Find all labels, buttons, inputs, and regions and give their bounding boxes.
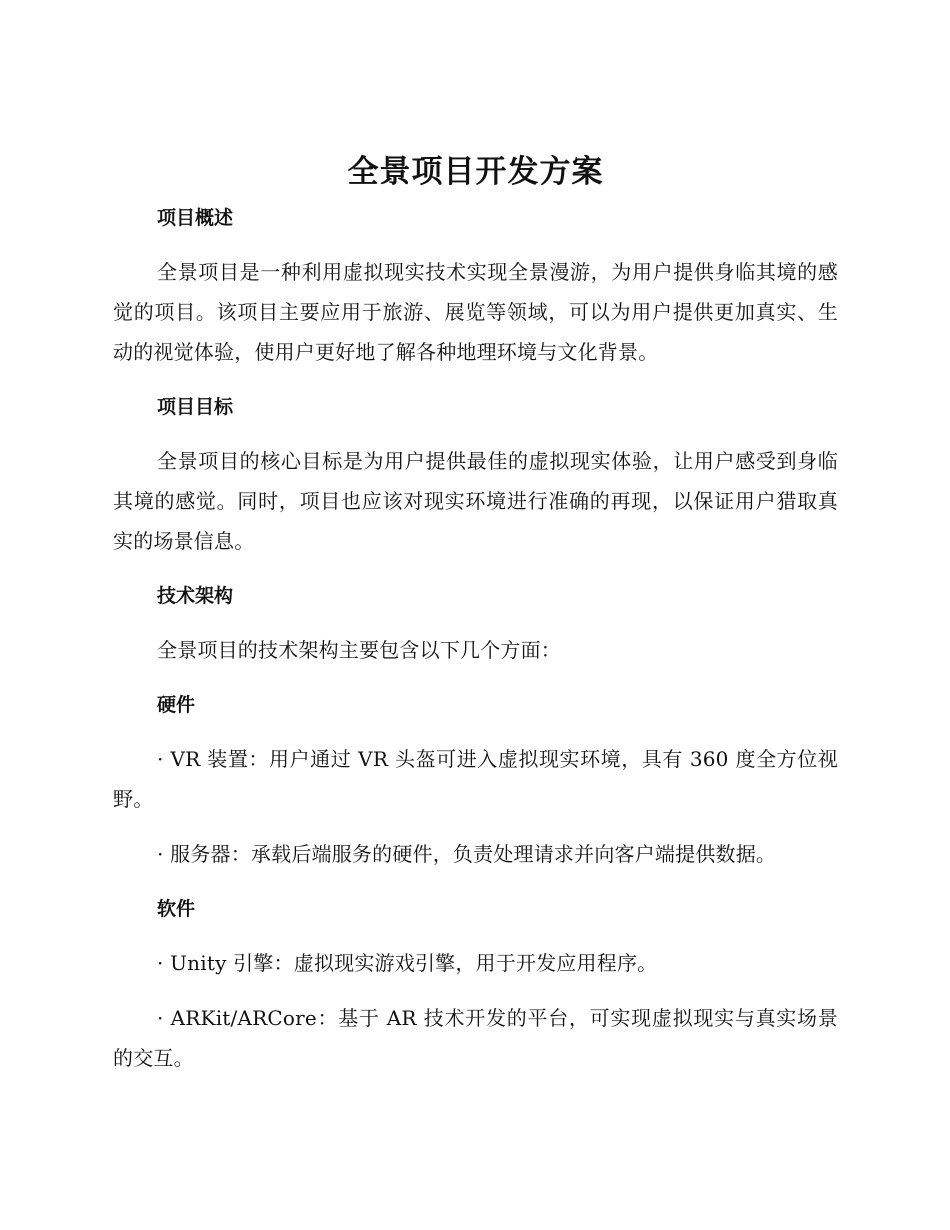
section-body-overview: 全景项目是一种利用虚拟现实技术实现全景漫游，为用户提供身临其境的感觉的项目。该项目主要应用于旅游、展览等领域，可以为用户提供更加真实、生动的视觉体验，使用户更好地了解各种地理环境与文化背景。 <box>113 260 838 364</box>
list-item-software-ar: · ARKit/ARCore：基于 AR 技术开发的平台，可实现虚拟现实与真实场景的交互。 <box>113 1006 838 1070</box>
spacer <box>113 616 838 630</box>
section-intro-architecture: 全景项目的技术架构主要包含以下几个方面： <box>157 638 561 662</box>
spacer <box>113 238 838 252</box>
section-heading-architecture: 技术架构 <box>157 585 234 607</box>
section-heading-software: 软件 <box>157 898 196 920</box>
spacer <box>113 819 838 834</box>
list-item-hardware-vr: · VR 装置：用户通过 VR 头盔可进入虚拟现实环境，具有 360 度全方位视野。 <box>113 747 838 811</box>
section-body-goals: 全景项目的核心目标是为用户提供最佳的虚拟现实体验，让用户感受到身临其境的感觉。同时，项目也应该对现实环境进行准确的再现，以保证用户猎取真实的场景信息。 <box>113 449 838 553</box>
spacer <box>113 561 838 576</box>
spacer <box>113 874 838 889</box>
list-item-software-unity: · Unity 引擎：虚拟现实游戏引擎，用于开发应用程序。 <box>157 951 658 975</box>
document-page <box>113 146 838 1078</box>
document-title: 全景项目开发方案 <box>347 154 604 190</box>
spacer <box>113 983 838 998</box>
spacer <box>113 725 838 739</box>
spacer <box>113 929 838 943</box>
list-item-hardware-server: · 服务器：承载后端服务的硬件，负责处理请求并向客户端提供数据。 <box>157 842 777 866</box>
spacer <box>113 670 838 685</box>
spacer <box>113 427 838 441</box>
spacer <box>113 372 838 387</box>
section-heading-hardware: 硬件 <box>157 694 196 716</box>
section-heading-goals: 项目目标 <box>157 396 234 418</box>
section-heading-overview: 项目概述 <box>157 207 234 229</box>
